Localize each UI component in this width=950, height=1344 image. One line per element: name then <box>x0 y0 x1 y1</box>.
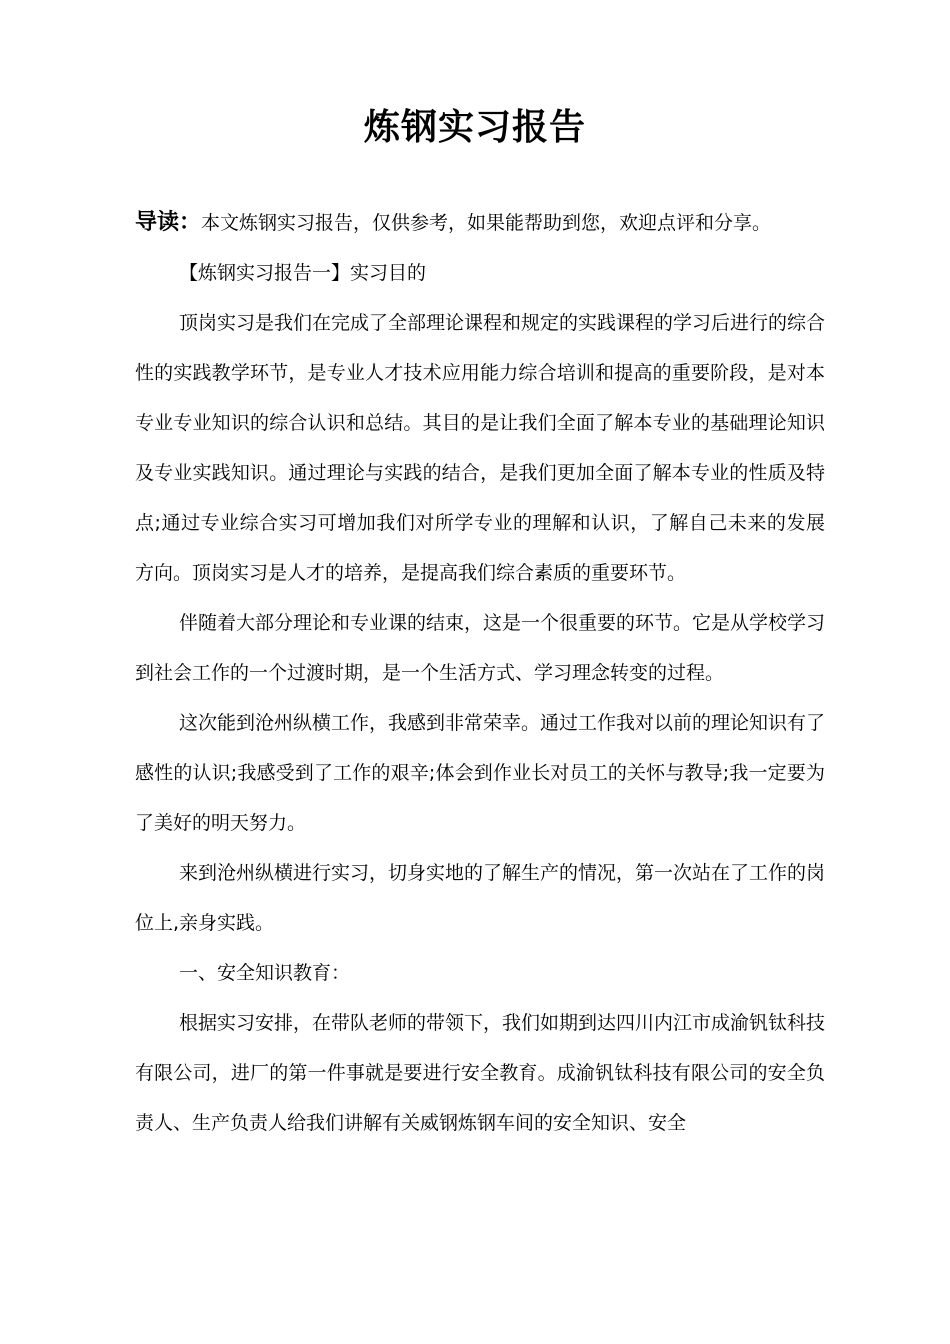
page-title: 炼钢实习报告 <box>363 107 586 148</box>
paragraph: 来到沧州纵横进行实习，切身实地的了解生产的情况，第一次站在了工作的岗位上,亲身实践。 <box>135 862 826 934</box>
intro-paragraph <box>135 198 825 248</box>
intro-label: 导读： <box>135 210 202 235</box>
intro-text: 本文炼钢实习报告，仅供参考，如果能帮助到您，欢迎点评和分享。 <box>201 212 772 234</box>
section-heading-report-one: 【炼钢实习报告一】实习目的 <box>179 262 427 284</box>
paragraph: 顶岗实习是我们在完成了全部理论课程和规定的实践课程的学习后进行的综合性的实践教学环节，是专业人才技术应用能力综合培训和提高的重要阶段，是对本专业专业知识的综合认识和总结。其目的是让我们全面了解本专业的基础理论知识及专业实践知识。通过理论与实践的结合，是我们更加全面了解本专业的性质及特点;通过专业综合实习可增加我们对所学专业的理解和认识，了解自己未来的发展方向。顶岗实习是人才的培养，是提高我们综合素质的重要环节。 <box>135 312 826 584</box>
section-heading-safety: 一、安全知识教育： <box>179 962 351 984</box>
document-body <box>135 198 825 1148</box>
paragraph: 这次能到沧州纵横工作，我感到非常荣幸。通过工作我对以前的理论知识有了感性的认识;我感受到了工作的艰辛;体会到作业长对员工的关怀与教导;我一定要为了美好的明天努力。 <box>135 712 826 834</box>
paragraph: 根据实习安排，在带队老师的带领下，我们如期到达四川内江市成渝钒钛科技有限公司，进厂的第一件事就是要进行安全教育。成渝钒钛科技有限公司的安全负责人、生产负责人给我们讲解有关威钢炼钢车间的安全知识、安全 <box>135 1012 826 1134</box>
paragraph: 伴随着大部分理论和专业课的结束，这是一个很重要的环节。它是从学校学习到社会工作的一个过渡时期，是一个生活方式、学习理念转变的过程。 <box>135 612 826 684</box>
